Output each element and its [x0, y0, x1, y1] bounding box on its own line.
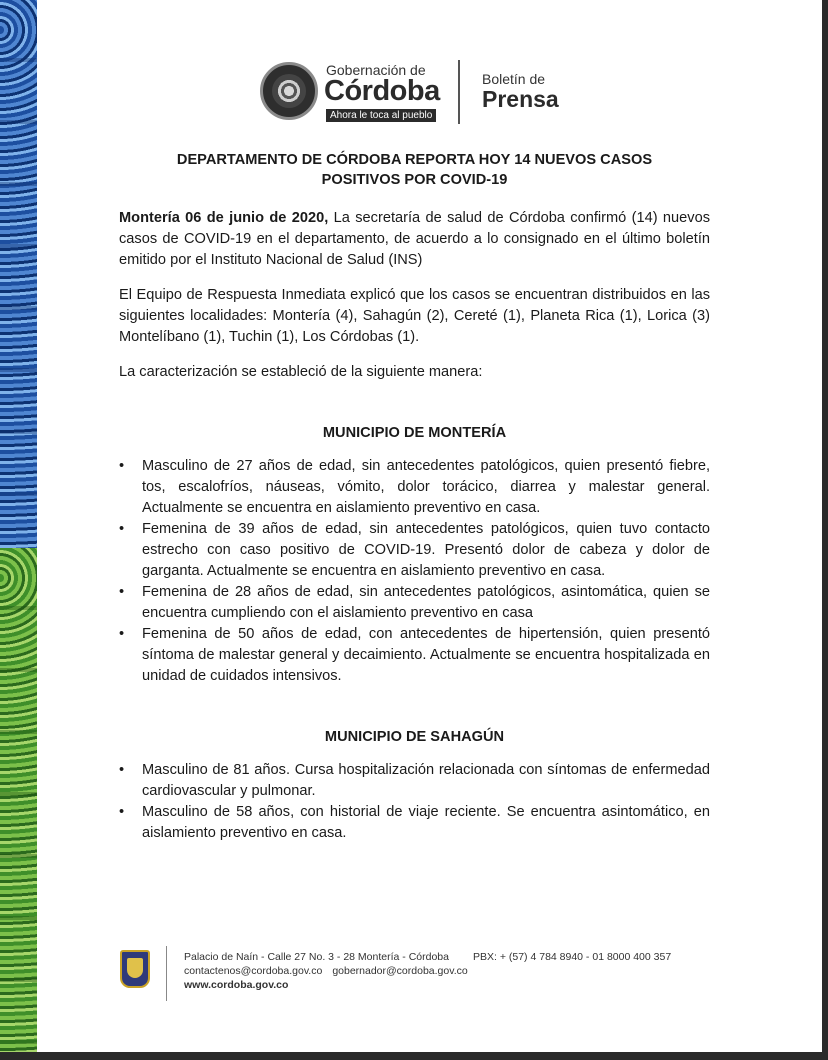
document-body [119, 150, 710, 844]
government-seal-icon [260, 62, 318, 120]
footer-email-governor[interactable]: gobernador@cordoba.gov.co [332, 965, 468, 977]
bulletin-label-big: Prensa [482, 86, 559, 112]
decorative-band-blue [0, 0, 37, 548]
characterization-paragraph: La caracterización se estableció de la siguiente manera: [119, 364, 483, 380]
intro-paragraph [119, 208, 710, 271]
case-list-sahagun [119, 760, 710, 844]
gov-slogan: Ahora le toca al pueblo [326, 109, 436, 122]
list-item: • Femenina de 50 años de edad, con antecedentes de hipertensión, quien presentó síntoma de malestar general y decaimiento. Actualmente se encuentra hospitalizada en unidad de cuidados intensivos. [119, 624, 710, 687]
list-item: • Femenina de 39 años de edad, sin antecedentes patológicos, quien tuvo contacto estrecho con caso positivo de COVID-19. Presentó dolor de cabeza y dolor de garganta. Actualmente se encuentra en aislamiento preventivo en casa. [119, 519, 710, 582]
gov-label-small: Gobernación de [326, 62, 426, 78]
footer-contact [184, 950, 671, 992]
list-item: • Femenina de 28 años de edad, sin antecedentes patológicos, asintomática, quien se encuentra cumpliendo con el aislamiento preventivo en casa [119, 582, 710, 624]
headline: DEPARTAMENTO DE CÓRDOBA REPORTA HOY 14 NUEVOS CASOS POSITIVOS POR COVID-19 [176, 152, 653, 188]
logo-divider [458, 60, 460, 124]
footer-website-link[interactable]: www.cordoba.gov.co [184, 979, 289, 991]
decorative-band-green [0, 548, 37, 1052]
dateline: Montería 06 de junio de 2020, [119, 210, 329, 226]
gov-label-big: Córdoba [324, 75, 440, 107]
footer-address: Palacio de Naín - Calle 27 No. 3 - 28 Montería - Córdoba [184, 951, 449, 963]
footer-divider [166, 946, 167, 1001]
section-title-monteria: MUNICIPIO DE MONTERÍA [322, 425, 507, 441]
intro-text: La secretaría de salud de Córdoba confirmó (14) nuevos casos de COVID-19 en el departamento, de acuerdo a lo consignado en el último boletín emitido por el Instituto Nacional de Salud (INS) [119, 210, 710, 268]
distribution-paragraph: El Equipo de Respuesta Inmediata explicó que los casos se encuentran distribuidos en las siguientes localidades: Montería (4), Sahagún (2), Cereté (1), Planeta Rica (1), Lorica (3) Montelíbano (1), Tuchin (1), Los Córdobas (1). [119, 287, 710, 345]
list-item: • Masculino de 27 años de edad, sin antecedentes patológicos, quien presentó fiebre, tos, escalofríos, náuseas, vómito, dolor torácico, diarrea y malestar general. Actualmente se encuentra en aislamiento preventivo en casa. [119, 456, 710, 519]
footer-pbx: PBX: + (57) 4 784 8940 - 01 8000 400 357 [472, 951, 672, 963]
footer-email-contact[interactable]: contactenos@cordoba.gov.co [184, 965, 323, 977]
section-title-sahagun: MUNICIPIO DE SAHAGÚN [324, 729, 505, 745]
footer [120, 946, 720, 1006]
list-item: • Masculino de 58 años, con historial de viaje reciente. Se encuentra asintomático, en aislamiento preventivo en casa. [119, 802, 710, 844]
list-item: • Masculino de 81 años. Cursa hospitalización relacionada con síntomas de enfermedad cardiovascular y pulmonar. [119, 760, 710, 802]
coat-of-arms-icon [120, 950, 150, 988]
header-logo [258, 58, 578, 128]
case-list-monteria [119, 456, 710, 687]
bulletin-label-small: Boletín de [482, 71, 546, 87]
